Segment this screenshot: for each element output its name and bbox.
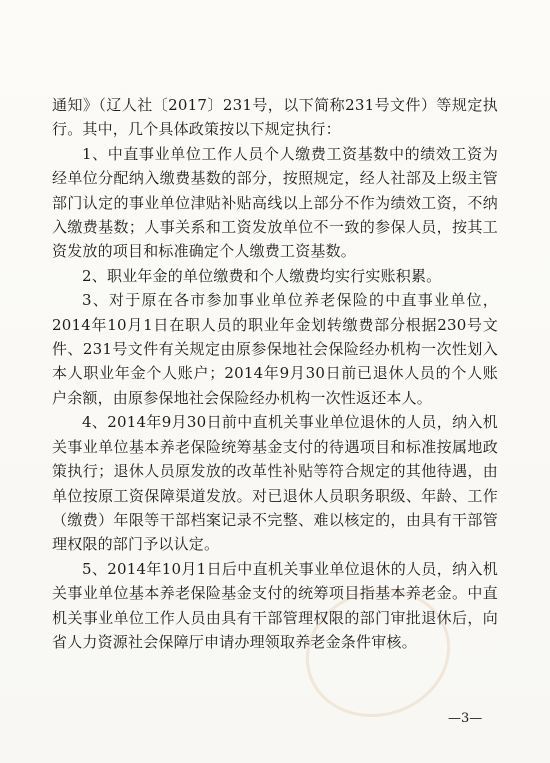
document-body xyxy=(52,93,498,654)
page-number: —3— xyxy=(448,711,483,726)
paragraph-item-4: 4、2014年9月30日前中直机关事业单位退休的人员，纳入机关事业单位基本养老保险统筹基金支付的待遇项目和标准按属地政策执行；退休人员原发放的改革性补贴等符合规定的其他待遇，由单位按原工资保障渠道发放。对已退休人员职务职级、年龄、工作（缴费）年限等干部档案记录不完整、难以核定的，由具有干部管理权限的部门予以认定。 xyxy=(52,413,498,554)
paragraph-item-2: 2、职业年金的单位缴费和个人缴费均实行实账积累。 xyxy=(82,266,442,285)
paragraph-item-3: 3、对于原在各市参加事业单位养老保险的中直事业单位，2014年10月1日在职人员的职业年金划转缴费部分根据230号文件、231号文件有关规定由原参保地社会保险经办机构一次性划入本人职业年金个人账户；2014年9月30日前已退休人员的个人账户余额，由原参保地社会保险经办机构一次性返还本人。 xyxy=(52,291,498,407)
paragraph-intro-continuation: 通知》（辽人社〔2017〕231号，以下简称231号文件）等规定执行。其中，几个具体政策按以下规定执行： xyxy=(52,96,498,139)
paragraph-item-5: 5、2014年10月1日后中直机关事业单位退休的人员，纳入机关事业单位基本养老保险基金支付的统筹项目指基本养老金。中直机关事业单位工作人员由具有干部管理权限的部门审批退休后，向省人力资源社会保障厅申请办理领取养老金条件审核。 xyxy=(52,559,498,651)
paragraph-item-1: 1、中直事业单位工作人员个人缴费工资基数中的绩效工资为经单位分配纳入缴费基数的部分，按照规定，经人社部及上级主管部门认定的事业单位津贴补贴高线以上部分不作为绩效工资，不纳入缴费基数；人事关系和工资发放单位不一致的参保人员，按其工资发放的项目和标准确定个人缴费工资基数。 xyxy=(52,144,498,261)
